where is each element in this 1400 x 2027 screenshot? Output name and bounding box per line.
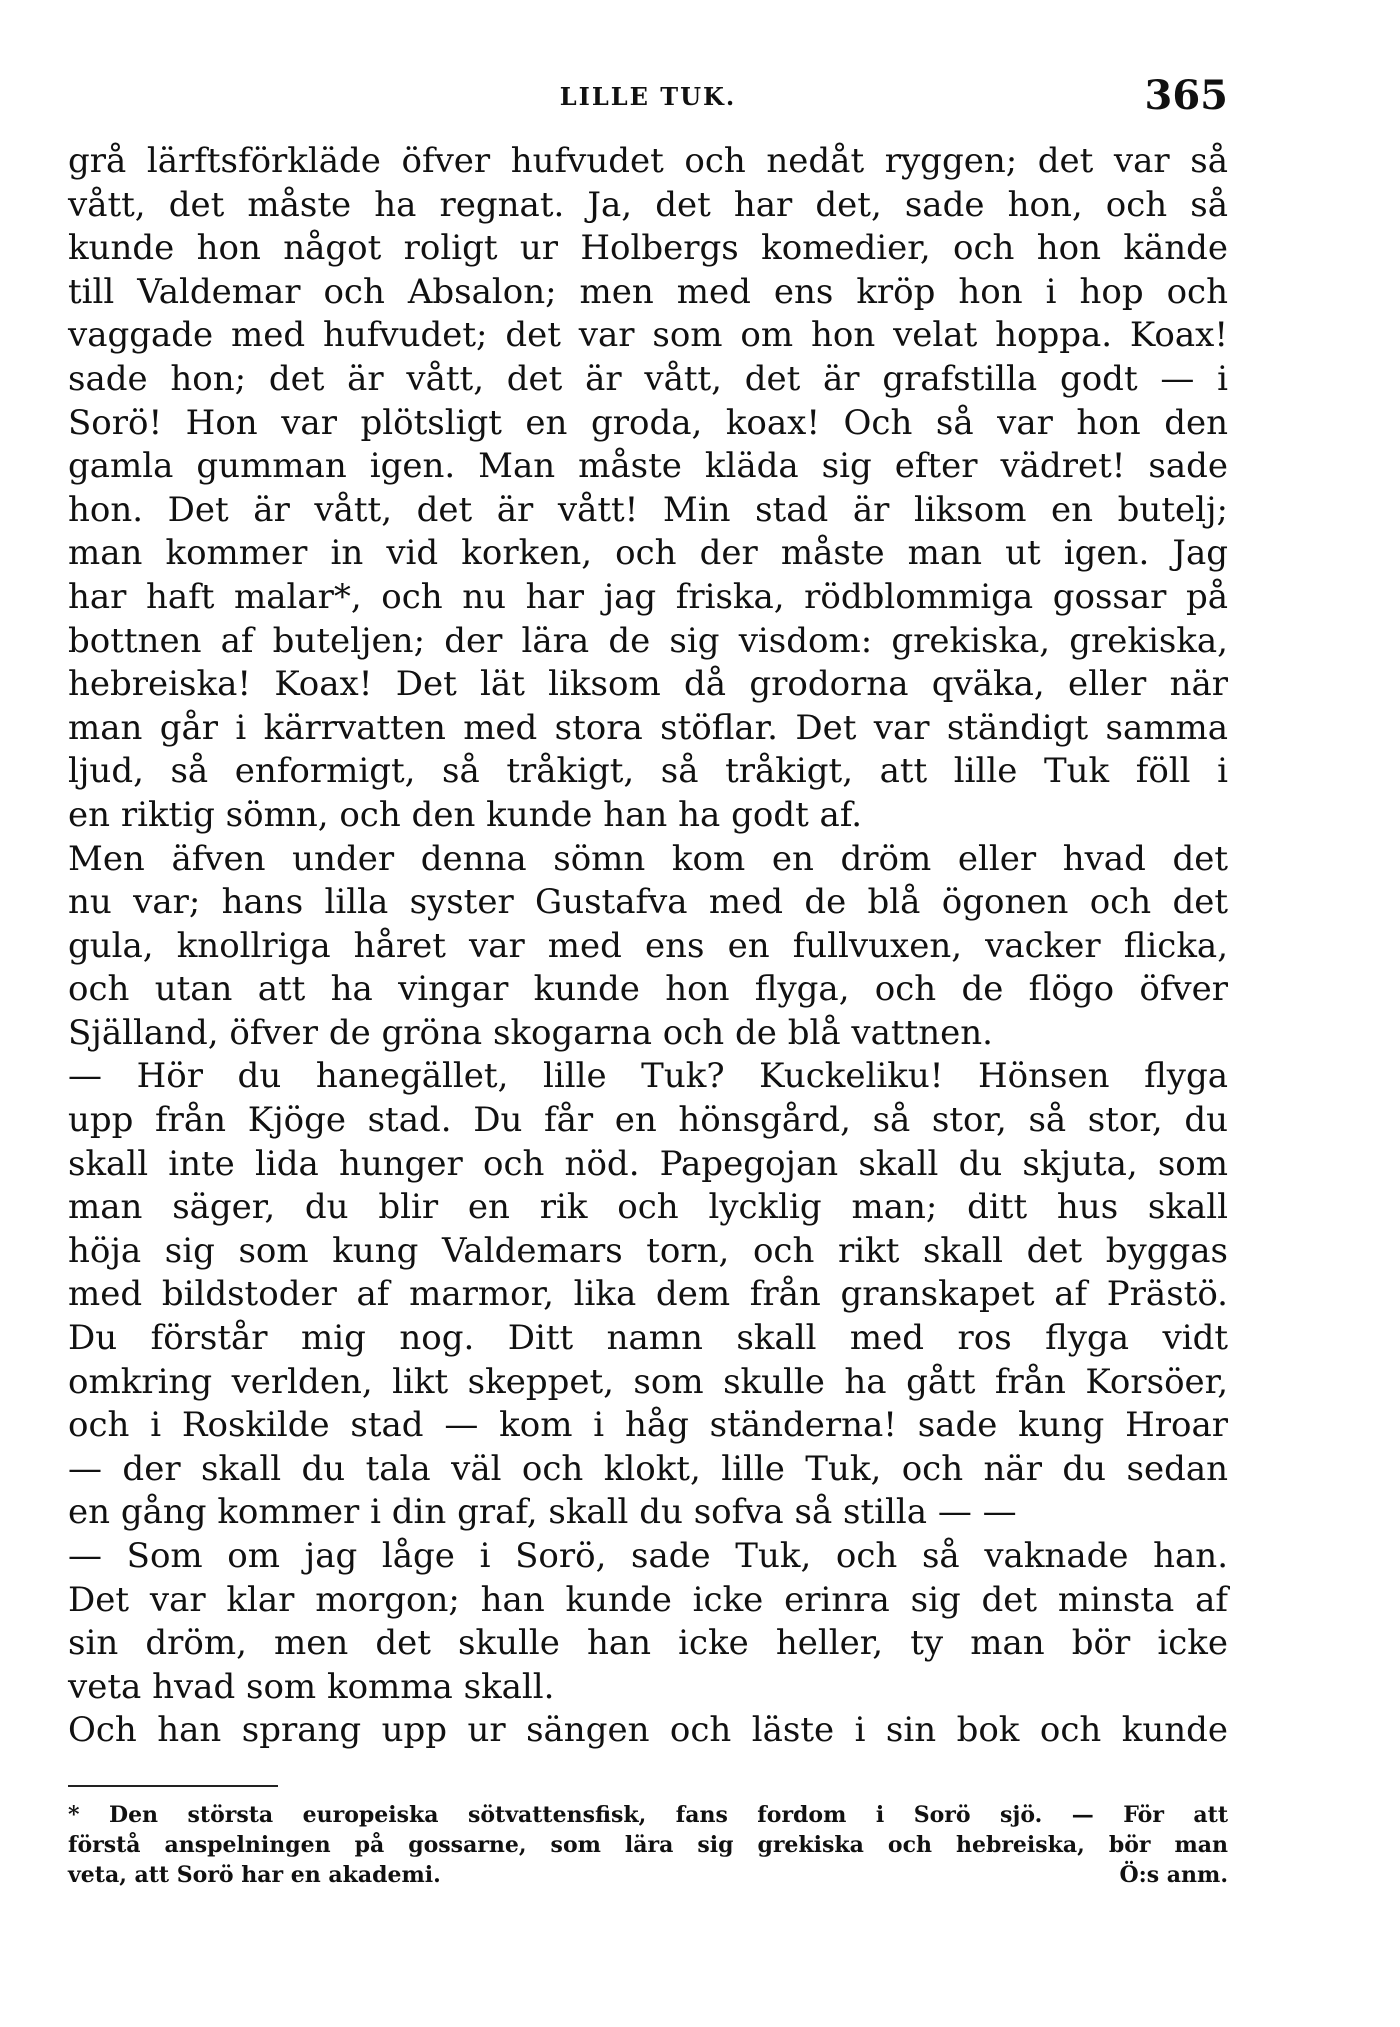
text-line: omkring verlden, likt skeppet, som skulle ha gått från Korsöer, (68, 1361, 1228, 1402)
text-line: med bildstoder af marmor, lika dem från granskapet af Prästö. (68, 1274, 1228, 1315)
footnote-line: * Den största europeiska sötvattensfisk, fans fordom i Sorö sjö. — För att (68, 1802, 1228, 1828)
text-line: — Hör du hanegället, lille Tuk? Kuckeliku! Hönsen flyga (68, 1056, 1228, 1097)
footnote-line-last (68, 1860, 1228, 1890)
footnote-line: förstå anspelningen på gossarne, som lära sig grekiska och hebreiska, bör man (68, 1832, 1228, 1858)
text-line: Men äfven under denna sömn kom en dröm eller hvad det (68, 838, 1228, 879)
text-line: gula, knollriga håret var med ens en fullvuxen, vacker flicka, (68, 925, 1228, 966)
text-line: Du förstår mig nog. Ditt namn skall med ros flyga vidt (68, 1318, 1228, 1359)
text-line: Själland, öfver de gröna skogarna och de blå vattnen. (68, 1012, 993, 1053)
text-line: höja sig som kung Valdemars torn, och rikt skall det byggas (68, 1230, 1228, 1271)
running-title: LILLE TUK. (559, 82, 737, 111)
text-line: skall inte lida hunger och nöd. Papegojan skall du skjuta, som (68, 1143, 1228, 1184)
text-line: till Valdemar och Absalon; men med ens kröp hon i hop och (68, 271, 1228, 312)
text-line: har haft malar*, och nu har jag friska, rödblommiga gossar på (68, 576, 1228, 617)
text-line: Sorö! Hon var plötsligt en groda, koax! Och så var hon den (68, 402, 1228, 443)
text-line: Det var klar morgon; han kunde icke erinra sig det minsta af (68, 1579, 1228, 1620)
text-line: hebreiska! Koax! Det lät liksom då grodorna qväka, eller när (68, 664, 1228, 705)
text-line: — der skall du tala väl och klokt, lille Tuk, och när du sedan (68, 1448, 1228, 1489)
text-line: man kommer in vid korken, och der måste man ut igen. Jag (68, 533, 1228, 574)
text-line: en gång kommer i din graf, skall du sofva så stilla — — (68, 1492, 1017, 1533)
body-text (68, 140, 1228, 1753)
text-line: kunde hon något roligt ur Holbergs komedier, och hon kände (68, 228, 1228, 269)
text-line: man säger, du blir en rik och lycklig man; ditt hus skall (68, 1187, 1228, 1228)
text-line: bottnen af buteljen; der lära de sig visdom: grekiska, grekiska, (68, 620, 1228, 661)
text-line: och i Roskilde stad — kom i håg ständerna! sade kung Hroar (68, 1405, 1228, 1446)
page-number: 365 (1144, 72, 1228, 119)
text-line: hon. Det är vått, det är vått! Min stad är liksom en butelj; (68, 489, 1228, 530)
text-line: vått, det måste ha regnat. Ja, det har det, sade hon, och så (68, 184, 1228, 225)
text-line: grå lärftsförkläde öfver hufvudet och nedåt ryggen; det var så (68, 141, 1228, 181)
text-line: Och han sprang upp ur sängen och läste i sin bok och kunde (68, 1710, 1228, 1751)
footnote (68, 1800, 1228, 1890)
text-line: en riktig sömn, och den kunde han ha godt af. (68, 794, 863, 835)
text-line: ljud, så enformigt, så tråkigt, så tråkigt, att lille Tuk föll i (68, 751, 1228, 792)
text-line: nu var; hans lilla syster Gustafva med de blå ögonen och det (68, 882, 1228, 923)
text-line: man går i kärrvatten med stora stöflar. Det var ständigt samma (68, 707, 1228, 748)
footnote-divider (68, 1785, 278, 1787)
page-header (68, 70, 1228, 130)
text-line: — Som om jag låge i Sorö, sade Tuk, och så vaknade han. (68, 1536, 1228, 1576)
text-line: vaggade med hufvudet; det var som om hon velat hoppa. Koax! (68, 315, 1228, 356)
text-line: veta hvad som komma skall. (68, 1666, 555, 1707)
text-line: sade hon; det är vått, det är vått, det är grafstilla godt — i (68, 358, 1228, 399)
footnote-text: veta, att Sorö har en akademi. (68, 1862, 441, 1888)
text-line: och utan att ha vingar kunde hon flyga, och de flögo öfver (68, 969, 1228, 1010)
text-line: gamla gumman igen. Man måste kläda sig efter vädret! sade (68, 446, 1228, 487)
text-line: sin dröm, men det skulle han icke heller, ty man bör icke (68, 1623, 1228, 1664)
footnote-attribution: Ö:s anm. (1119, 1862, 1228, 1888)
text-line: upp från Kjöge stad. Du får en hönsgård, så stor, så stor, du (68, 1100, 1228, 1141)
